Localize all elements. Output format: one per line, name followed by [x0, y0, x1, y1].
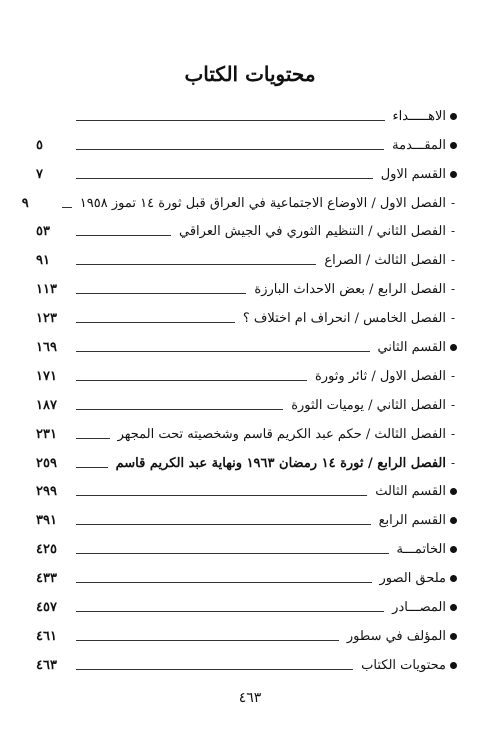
toc-entry-page: ٢٩٩ — [36, 484, 57, 500]
toc-entry-page: ٢٥٩ — [36, 455, 57, 471]
bullet-icon — [446, 108, 460, 125]
toc-entry-label: الفصل الثاني / التنظيم الثوري في الجيش العراقي — [179, 224, 446, 240]
toc-entry-label: الخاتمـــة — [396, 542, 446, 558]
toc-entry-label: القسم الثاني — [377, 340, 446, 356]
toc-entry-label: القسم الثالث — [375, 484, 446, 500]
toc-entry — [36, 298, 460, 327]
bullet-icon — [446, 599, 460, 616]
toc-entry-label: الفصل الخامس / انحراف ام اختلاف ؟ — [242, 311, 446, 327]
toc-entry-label: المؤلف في سطور — [346, 628, 446, 644]
toc-entry-page: ٥ — [36, 137, 43, 153]
page-title: محتويات الكتاب — [184, 62, 316, 86]
toc-entry — [36, 385, 460, 414]
dot-leader — [76, 351, 370, 352]
toc-entry-page: ١٦٩ — [36, 340, 57, 356]
bullet-icon — [446, 657, 460, 674]
dot-leader — [76, 380, 307, 381]
toc-entry-page: ١٧١ — [36, 368, 57, 384]
toc-entry — [36, 558, 460, 587]
toc-entry-page: ٤٦١ — [36, 628, 57, 644]
page-number: ٤٦٣ — [238, 690, 262, 706]
dash-icon: - — [450, 282, 456, 297]
toc-entry — [36, 212, 460, 241]
bullet-icon — [446, 166, 460, 183]
toc-entry-page: ٣٩١ — [36, 513, 57, 529]
dash-icon: - — [450, 311, 456, 326]
toc-entry — [36, 587, 460, 616]
toc-entry-label: الاهـــــداء — [392, 108, 446, 124]
table-of-contents — [21, 96, 460, 674]
bullet-icon — [446, 137, 460, 154]
dash-icon: - — [450, 224, 456, 239]
dot-leader — [76, 120, 385, 121]
toc-entry-label: ملحق الصور — [379, 571, 446, 587]
dot-leader — [76, 293, 246, 294]
toc-entry-page: ٥٣ — [36, 224, 50, 240]
toc-entry-page: ٩١ — [36, 253, 50, 269]
bullet-icon — [446, 628, 460, 645]
toc-entry — [36, 327, 460, 356]
dot-leader — [76, 640, 339, 641]
toc-entry — [36, 96, 460, 125]
toc-entry — [36, 414, 460, 443]
bullet-icon — [446, 512, 460, 529]
toc-entry — [36, 125, 460, 154]
toc-entry-label: محتويات الكتاب — [361, 657, 446, 673]
toc-entry — [36, 529, 460, 558]
toc-entry-page: ١١٣ — [36, 282, 57, 298]
dot-leader — [76, 438, 110, 439]
toc-entry — [36, 500, 460, 529]
toc-entry — [21, 183, 460, 212]
toc-entry-page: ٩ — [21, 195, 29, 211]
toc-entry-label: المقـــدمة — [392, 137, 446, 153]
dot-leader — [76, 235, 171, 236]
dot-leader — [62, 207, 72, 208]
toc-entry-label: الفصل الرابع / بعض الاحداث البارزة — [254, 282, 446, 298]
toc-entry-label: الفصل الاول / ثائر وثورة — [315, 368, 446, 384]
toc-entry — [36, 645, 460, 674]
toc-entry-label: الفصل الثاني / يوميات الثورة — [291, 397, 446, 413]
dash-icon: - — [450, 455, 456, 470]
dash-icon: - — [450, 397, 456, 412]
toc-entry-label: الفصل الثالث / حكم عبد الكريم قاسم وشخصيته تحت المجهر — [117, 426, 446, 442]
toc-entry-label: الفصل الاول / الاوضاع الاجتماعية في العراق قبل ثورة ١٤ تموز ١٩٥٨ — [79, 195, 446, 211]
dot-leader — [76, 149, 384, 150]
dash-icon: - — [450, 253, 456, 268]
dot-leader — [76, 553, 389, 554]
dot-leader — [76, 669, 353, 670]
toc-entry-page: ٤٥٧ — [36, 600, 57, 616]
toc-entry-label: القسم الاول — [380, 166, 446, 182]
toc-entry-page: ٧ — [36, 166, 43, 182]
dot-leader — [76, 524, 371, 525]
bullet-icon — [446, 541, 460, 558]
dash-icon: - — [450, 426, 456, 441]
toc-entry-label: المصـــادر — [392, 600, 446, 616]
toc-entry-page: ٤٢٥ — [36, 542, 57, 558]
toc-entry-page: ٤٣٣ — [36, 571, 57, 587]
bullet-icon — [446, 570, 460, 587]
toc-entry-label: القسم الرابع — [378, 513, 446, 529]
dot-leader — [76, 582, 372, 583]
toc-entry — [36, 616, 460, 645]
toc-entry-label: الفصل الرابع / ثورة ١٤ رمضان ١٩٦٣ ونهاية عبد الكريم قاسم — [115, 455, 446, 471]
toc-entry — [36, 356, 460, 385]
toc-entry-page: ٤٦٣ — [36, 657, 57, 673]
dot-leader — [76, 611, 384, 612]
toc-entry-page: ٢٣١ — [36, 426, 57, 442]
dot-leader — [76, 178, 373, 179]
bullet-icon — [446, 483, 460, 500]
dot-leader — [76, 264, 316, 265]
toc-entry-label: الفصل الثالث / الصراع — [324, 253, 446, 269]
toc-entry — [36, 269, 460, 298]
toc-entry — [36, 240, 460, 269]
toc-entry — [36, 472, 460, 501]
dot-leader — [76, 409, 283, 410]
dot-leader — [76, 495, 367, 496]
dash-icon: - — [450, 195, 456, 210]
toc-entry-page: ١٨٧ — [36, 397, 57, 413]
dot-leader — [76, 467, 108, 468]
toc-entry — [36, 443, 460, 472]
toc-entry-page: ١٢٣ — [36, 311, 57, 327]
bullet-icon — [446, 339, 460, 356]
toc-entry — [36, 154, 460, 183]
dash-icon: - — [450, 368, 456, 383]
dot-leader — [76, 322, 235, 323]
